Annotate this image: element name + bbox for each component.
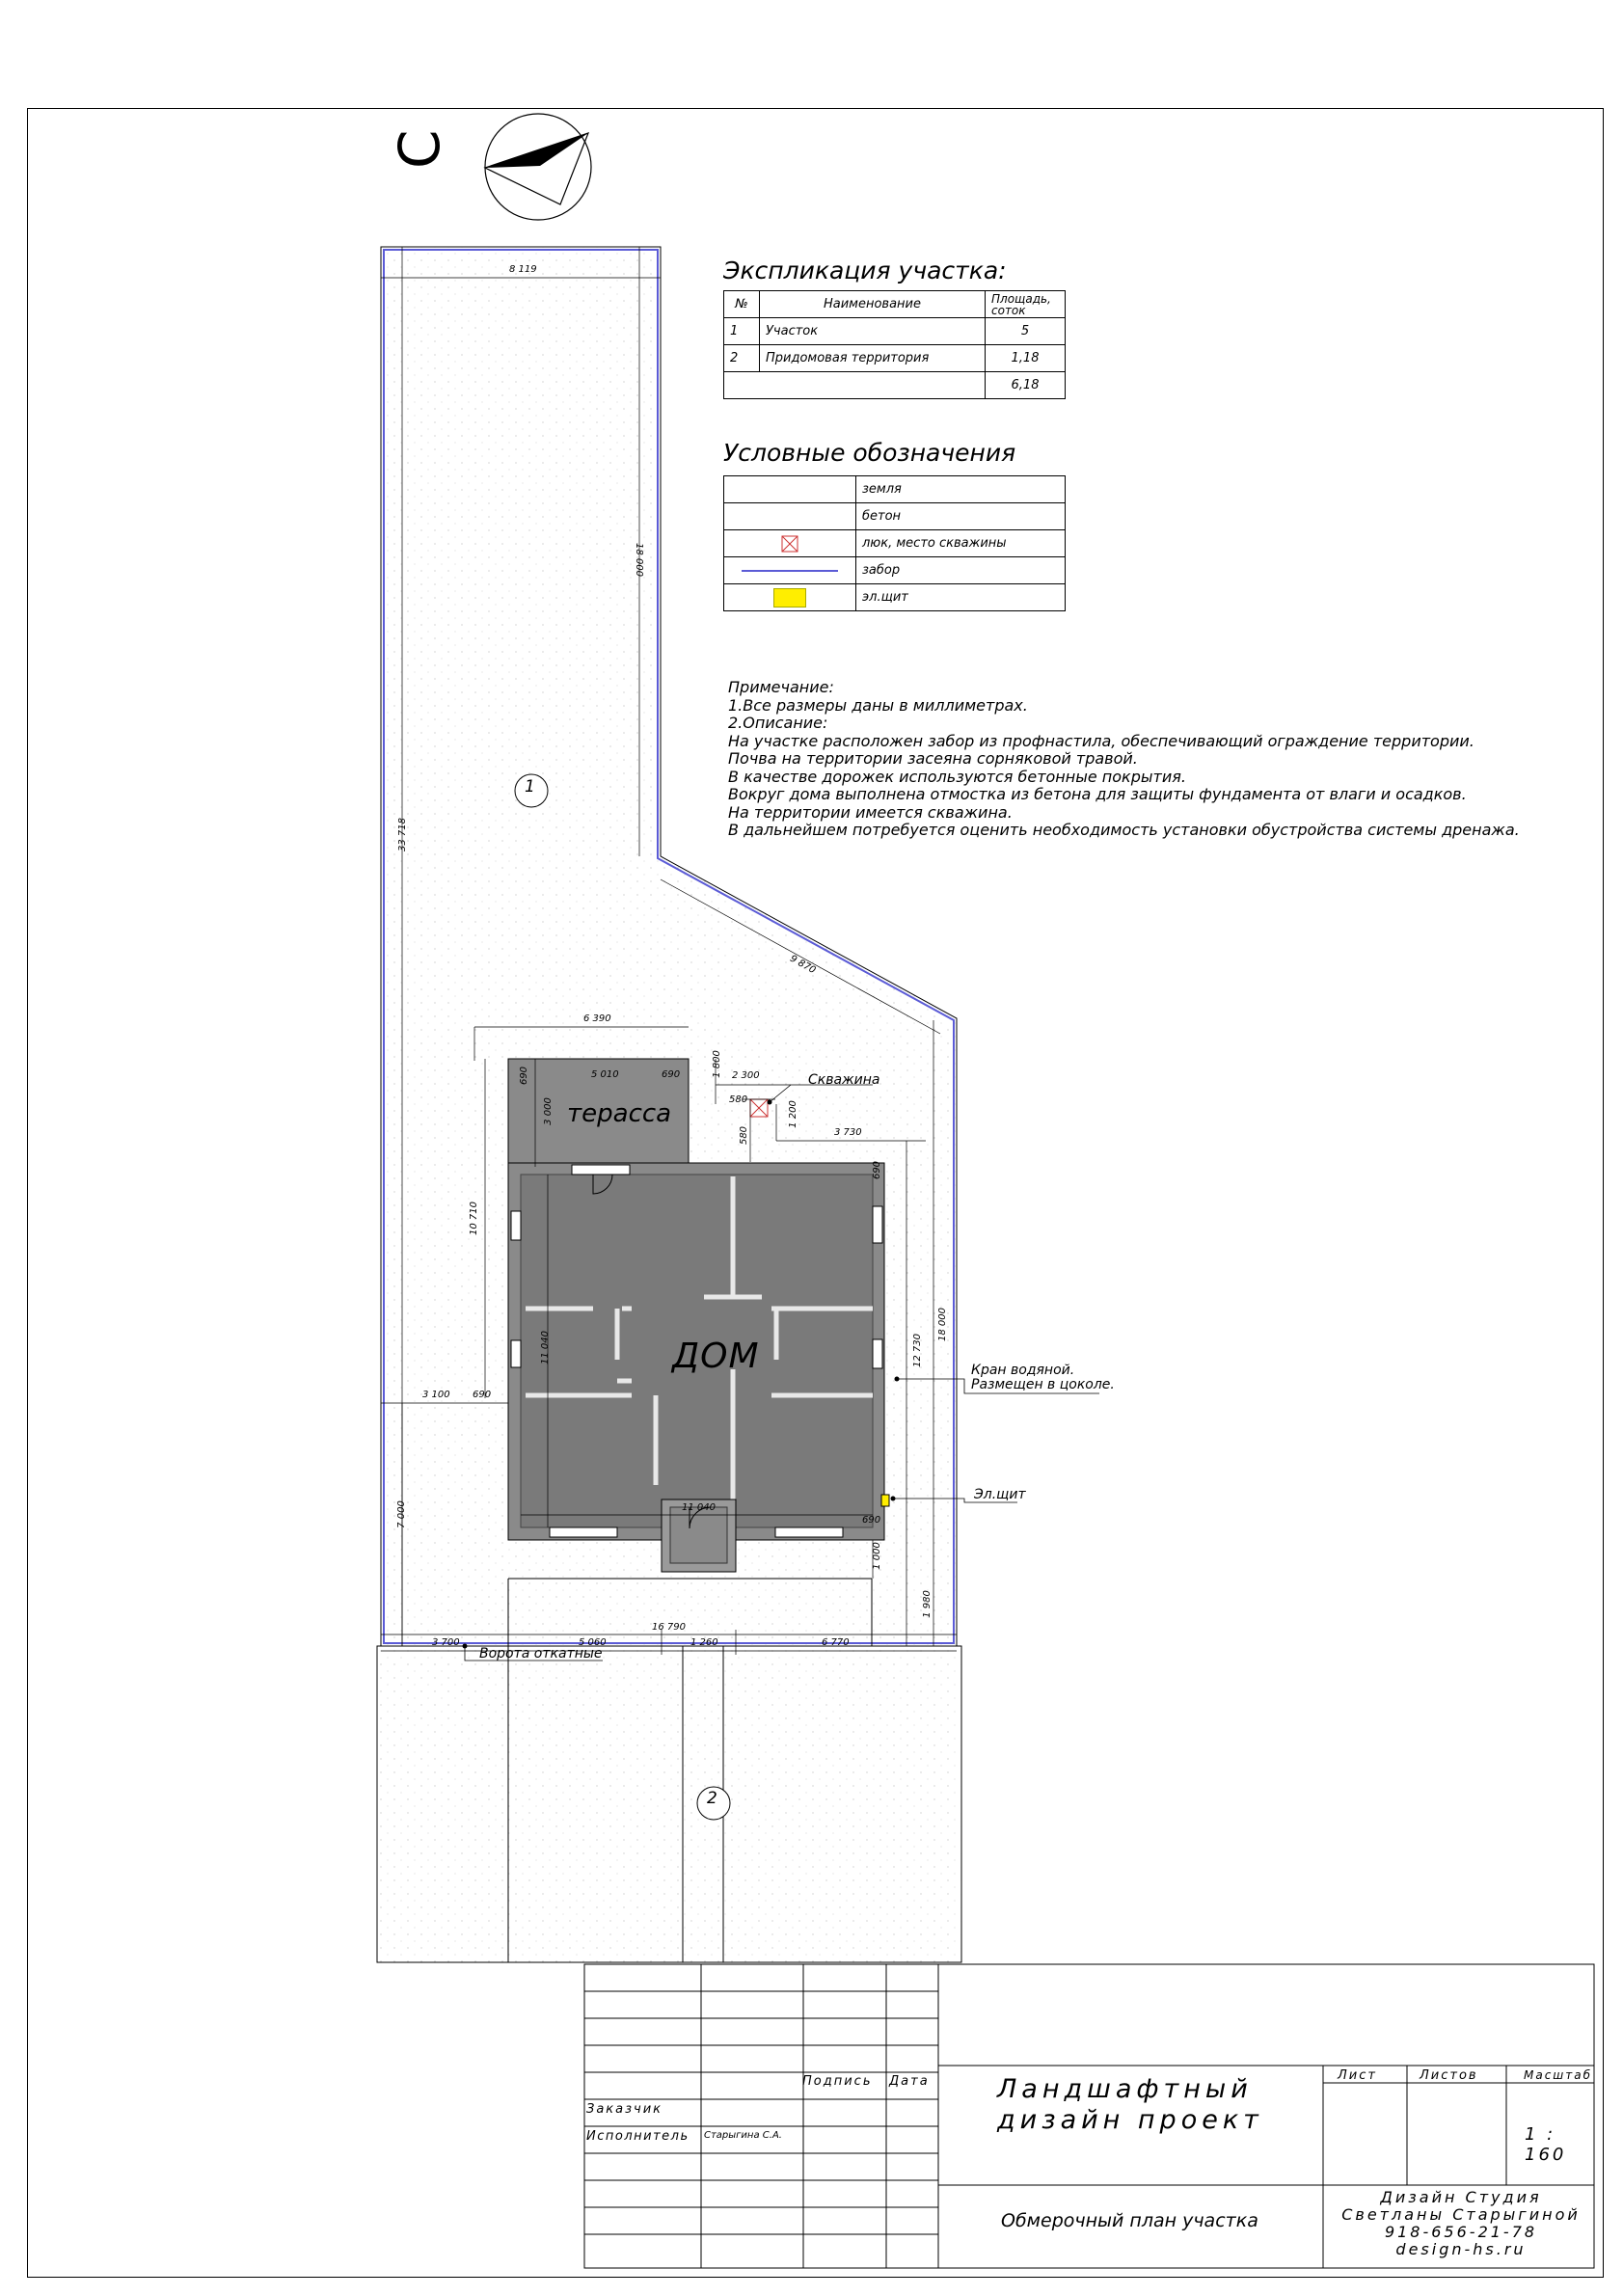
dim-terrace-width: 6 390 (583, 1013, 611, 1024)
electric-panel-label: Эл.щит (974, 1487, 1026, 1502)
stamp-date-label: Дата (889, 2074, 930, 2089)
dim-total-bottom: 16 790 (652, 1622, 686, 1633)
studio-line-4: design-hs.ru (1395, 2240, 1527, 2258)
stamp-sign-label: Подпись (802, 2074, 873, 2089)
dim-1980: 1 980 (921, 1590, 933, 1618)
legend-label: люк, место скважины (856, 530, 1066, 557)
well-label: Скважина (808, 1072, 880, 1088)
north-arrow-icon (485, 114, 591, 220)
project-title-line-1: Ландшафтный (997, 2074, 1253, 2104)
explication-table (723, 290, 1066, 399)
dim-690-b: 690 (662, 1069, 681, 1080)
stamp-drawing-name: Обмерочный план участка (1001, 2210, 1258, 2231)
stamp-customer-label: Заказчик (586, 2102, 663, 2117)
explication-title: Экспликация участка: (723, 257, 1007, 284)
water-tap-line-2: Размещен в цоколе. (971, 1377, 1115, 1392)
notes-line: В качестве дорожек используются бетонные покрытия. (728, 767, 1186, 786)
dim-3730: 3 730 (834, 1127, 862, 1138)
zone-2-label: 2 (707, 1789, 717, 1808)
table-header-row (724, 291, 1066, 318)
legend-label: земля (856, 476, 1066, 503)
dim-690-a: 690 (519, 1066, 530, 1086)
dim-top-width: 8 119 (509, 264, 537, 275)
dim-2300: 2 300 (732, 1070, 760, 1081)
notes-line: Примечание: (728, 678, 834, 696)
dim-3100: 3 100 (422, 1390, 450, 1400)
dim-bottom-5060: 5 060 (579, 1637, 607, 1648)
notes-line: Почва на территории засеяна сорняковой травой. (728, 749, 1138, 768)
earth-hatch-icon (724, 476, 856, 503)
row-area: 5 (986, 318, 1066, 345)
stamp-sheet-label: Лист (1338, 2068, 1377, 2083)
row-name: Участок (760, 318, 986, 345)
dim-580-b: 580 (739, 1125, 750, 1146)
dim-diagonal: 9 870 (788, 953, 818, 977)
legend-row (724, 584, 1066, 611)
dim-12730: 12 730 (912, 1334, 923, 1367)
electric-panel-icon (724, 584, 856, 611)
dim-terrace-inner: 5 010 (591, 1069, 619, 1080)
row-num: 1 (724, 318, 760, 345)
dim-left-total: 33 718 (397, 818, 408, 851)
dim-11040-v: 11 040 (540, 1331, 551, 1364)
stamp-sheets-label: Листов (1420, 2068, 1478, 2083)
dim-bottom-1260: 1 260 (690, 1637, 718, 1648)
plot-2 (377, 1646, 961, 1962)
notes-line: На участке расположен забор из профнастила, обеспечивающий ограждение территории. (728, 731, 1474, 750)
legend-row (724, 476, 1066, 503)
stamp-performer-label: Исполнитель (586, 2129, 690, 2144)
header-num: № (724, 291, 760, 318)
north-label: С (387, 129, 452, 169)
studio-line-1: Дизайн Студия (1380, 2188, 1542, 2206)
header-area: Площадь, соток (986, 291, 1066, 318)
total-area: 6,18 (986, 372, 1066, 399)
dim-bottom-6770: 6 770 (822, 1637, 850, 1648)
row-area: 1,18 (986, 345, 1066, 372)
legend-label: эл.щит (856, 584, 1066, 611)
notes-line: На территории имеется скважина. (728, 802, 1013, 822)
stamp-scale-value: 1 : 160 (1525, 2124, 1567, 2165)
stamp-performer-name: Старыгина С.А. (704, 2130, 782, 2141)
water-tap-label (971, 1364, 1115, 1392)
header-name: Наименование (760, 291, 986, 318)
stamp-studio (1335, 2189, 1587, 2258)
legend-row (724, 557, 1066, 584)
notes-line: В дальнейшем потребуется оценить необходимость установки обустройства системы дренажа. (728, 821, 1520, 839)
stamp-project-title (997, 2074, 1263, 2136)
dim-10710: 10 710 (469, 1202, 479, 1235)
legend-label: бетон (856, 503, 1066, 530)
electric-panel-icon (881, 1495, 889, 1506)
dim-1800: 1 800 (711, 1050, 722, 1078)
studio-line-2: Светланы Старыгиной (1341, 2205, 1581, 2224)
notes-line: 2.Описание: (728, 714, 828, 732)
fence-line-icon (724, 557, 856, 584)
dim-right-upper: 18 000 (634, 543, 644, 577)
terrace-label: терасса (567, 1099, 672, 1128)
concrete-hatch-icon (724, 503, 856, 530)
legend-table (723, 475, 1066, 611)
dim-right-lower: 18 000 (937, 1308, 948, 1341)
studio-line-3: 918-656-21-78 (1384, 2223, 1538, 2241)
title-block (584, 1964, 1594, 2268)
table-total-row (724, 372, 1066, 399)
total-empty (724, 372, 986, 399)
gate-label: Ворота откатные (479, 1646, 603, 1661)
dim-bottom-3700: 3 700 (432, 1637, 460, 1648)
notes-block (728, 679, 1520, 840)
dim-690-d: 690 (473, 1390, 492, 1400)
dim-11040-h: 11 040 (682, 1502, 716, 1513)
legend-row (724, 503, 1066, 530)
row-num: 2 (724, 345, 760, 372)
house-label: ДОМ (672, 1337, 760, 1376)
water-tap-line-1: Кран водяной. (971, 1363, 1075, 1378)
dim-1000: 1 000 (871, 1542, 882, 1570)
notes-line: 1.Все размеры даны в миллиметрах. (728, 695, 1028, 715)
legend-label: забор (856, 557, 1066, 584)
dim-690-c: 690 (872, 1160, 883, 1180)
row-name: Придомовая территория (760, 345, 986, 372)
table-row (724, 318, 1066, 345)
dim-690-e: 690 (862, 1515, 881, 1526)
project-title-line-2: дизайн проект (997, 2105, 1263, 2135)
legend-title: Условные обозначения (723, 439, 1016, 467)
notes-line: Вокруг дома выполнена отмостка из бетона для защиты фундамента от влаги и осадков. (728, 785, 1467, 803)
hatch-cross-icon (724, 530, 856, 557)
dim-7000: 7 000 (395, 1500, 407, 1528)
dim-580-a: 580 (729, 1094, 748, 1105)
legend-row (724, 530, 1066, 557)
stamp-scale-label: Масштаб (1524, 2068, 1593, 2082)
dim-3000: 3 000 (542, 1097, 554, 1125)
dim-1200: 1 200 (787, 1100, 798, 1128)
table-row (724, 345, 1066, 372)
zone-1-label: 1 (525, 777, 535, 797)
